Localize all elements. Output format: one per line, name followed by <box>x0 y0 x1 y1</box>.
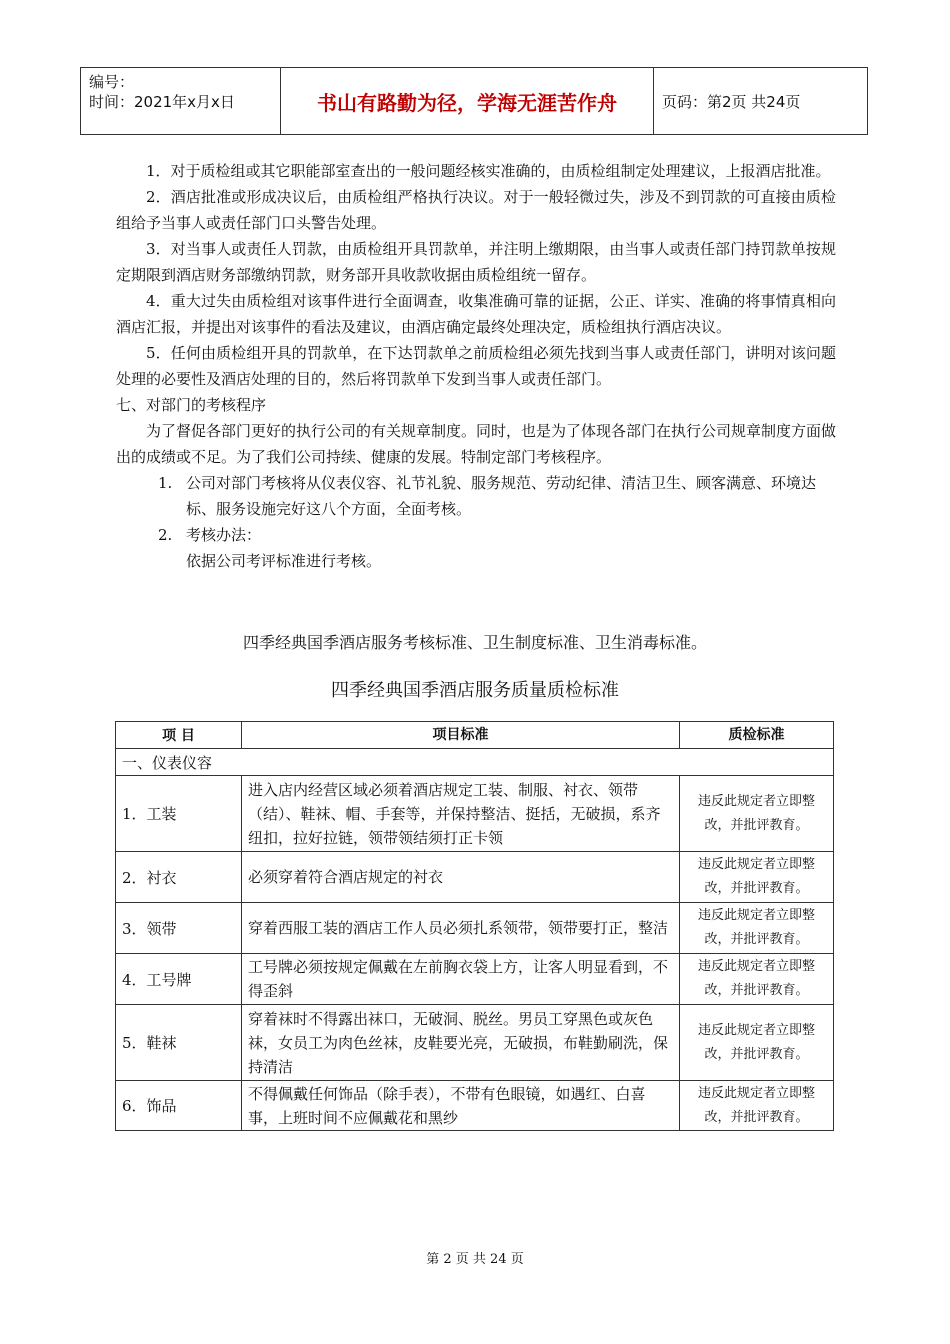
item-cell: 5．鞋袜 <box>116 1005 242 1081</box>
item-cell: 2．衬衣 <box>116 852 242 903</box>
section-intro: 为了督促各部门更好的执行公司的有关规章制度。同时，也是为了体现各部门在执行公司规章制度方面做出的成绩或不足。为了我们公司持续、健康的发展。特制定部门考核程序。 <box>116 422 837 466</box>
list-number: 2. <box>158 526 173 544</box>
paragraph-5: 5．任何由质检组开具的罚款单，在下达罚款单之前质检组必须先找到当事人或责任部门，讲明对该问题处理的必要性及酒店处理的目的，然后将罚款单下发到当事人或责任部门。 <box>116 344 836 388</box>
time-label: 时间：2021年x月x日 <box>89 93 235 111</box>
list-item <box>116 522 836 548</box>
page-footer: 第 2 页 共 24 页 <box>426 1252 524 1267</box>
table-row <box>116 1081 834 1131</box>
table-row <box>116 954 834 1005</box>
number-label: 编号： <box>89 73 135 91</box>
standard-cell: 穿着袜时不得露出袜口，无破洞、脱丝。男员工穿黑色或灰色袜，女员工为肉色丝袜，皮鞋要光亮，无破损，布鞋勤刷洗，保持清洁 <box>242 1005 680 1081</box>
method-line: 依据公司考评标准进行考核。 <box>186 552 382 570</box>
page-header <box>80 67 868 135</box>
standard-cell: 不得佩戴任何饰品（除手表），不带有色眼镜，如遇红、白喜事，上班时间不应佩戴花和黑纱 <box>242 1081 680 1131</box>
list-item <box>116 470 836 522</box>
table-title: 四季经典国季酒店服务质量质检标准 <box>331 680 619 701</box>
section-heading: 七、对部门的考核程序 <box>116 396 267 414</box>
item-cell: 4．工号牌 <box>116 954 242 1005</box>
standard-cell: 进入店内经营区域必须着酒店规定工装、制服、衬衣、领带（结）、鞋袜、帽、手套等，并保持整洁、挺括，无破损，系齐纽扣，拉好拉链，领带领结须打正卡领 <box>242 776 680 852</box>
check-cell: 违反此规定者立即整改，并批评教育。 <box>680 852 834 903</box>
paragraph-3: 3．对当事人或责任人罚款，由质检组开具罚款单，并注明上缴期限，由当事人或责任部门持罚款单按规定期限到酒店财务部缴纳罚款，财务部开具收款收据由质检组统一留存。 <box>116 240 836 284</box>
table-header-row <box>116 722 834 749</box>
check-cell: 违反此规定者立即整改，并批评教育。 <box>680 1081 834 1131</box>
header-page-label: 页码：第2页 共24页 <box>662 92 801 111</box>
standard-cell: 穿着西服工装的酒店工作人员必须扎系领带，领带要打正，整洁 <box>242 903 680 954</box>
check-cell: 违反此规定者立即整改，并批评教育。 <box>680 1005 834 1081</box>
standard-cell: 必须穿着符合酒店规定的衬衣 <box>242 852 680 903</box>
section-row <box>116 749 834 776</box>
check-cell: 违反此规定者立即整改，并批评教育。 <box>680 954 834 1005</box>
table-row <box>116 903 834 954</box>
check-cell: 违反此规定者立即整改，并批评教育。 <box>680 903 834 954</box>
section-cell: 一、仪表仪容 <box>116 749 834 776</box>
quality-table <box>115 721 834 1131</box>
main-text <box>116 158 836 574</box>
item-cell: 6．饰品 <box>116 1081 242 1131</box>
list-number: 1. <box>158 474 173 492</box>
header-cell-check: 质检标准 <box>680 722 834 749</box>
item-cell: 3．领带 <box>116 903 242 954</box>
header-meta <box>81 68 281 134</box>
table-row <box>116 776 834 852</box>
standards-line: 四季经典国季酒店服务考核标准、卫生制度标准、卫生消毒标准。 <box>242 633 707 652</box>
paragraph-4: 4．重大过失由质检组对该事件进行全面调查，收集准确可靠的证据，公正、详实、准确的将事情真相向酒店汇报，并提出对该事件的看法及建议，由酒店确定最终处理决定，质检组执行酒店决议。 <box>116 292 836 336</box>
table-row <box>116 852 834 903</box>
header-cell-standard: 项目标准 <box>242 722 680 749</box>
check-cell: 违反此规定者立即整改，并批评教育。 <box>680 776 834 852</box>
header-motto: 书山有路勤为径，学海无涯苦作舟 <box>281 68 654 134</box>
paragraph-2: 2．酒店批准或形成决议后，由质检组严格执行决议。对于一般轻微过失，涉及不到罚款的可直接由质检组给予当事人或责任部门口头警告处理。 <box>116 188 836 232</box>
paragraph-1: 1．对于质检组或其它职能部室查出的一般问题经核实准确的，由质检组制定处理建议，上报酒店批准。 <box>146 162 831 180</box>
list-text: 公司对部门考核将从仪表仪容、礼节礼貌、服务规范、劳动纪律、清洁卫生、顾客满意、环境达标、服务设施完好这八个方面，全面考核。 <box>186 474 817 518</box>
list-text: 考核办法： <box>186 526 262 544</box>
header-cell-item: 项 目 <box>116 722 242 749</box>
item-cell: 1．工装 <box>116 776 242 852</box>
table-row <box>116 1005 834 1081</box>
standard-cell: 工号牌必须按规定佩戴在左前胸衣袋上方，让客人明显看到，不得歪斜 <box>242 954 680 1005</box>
